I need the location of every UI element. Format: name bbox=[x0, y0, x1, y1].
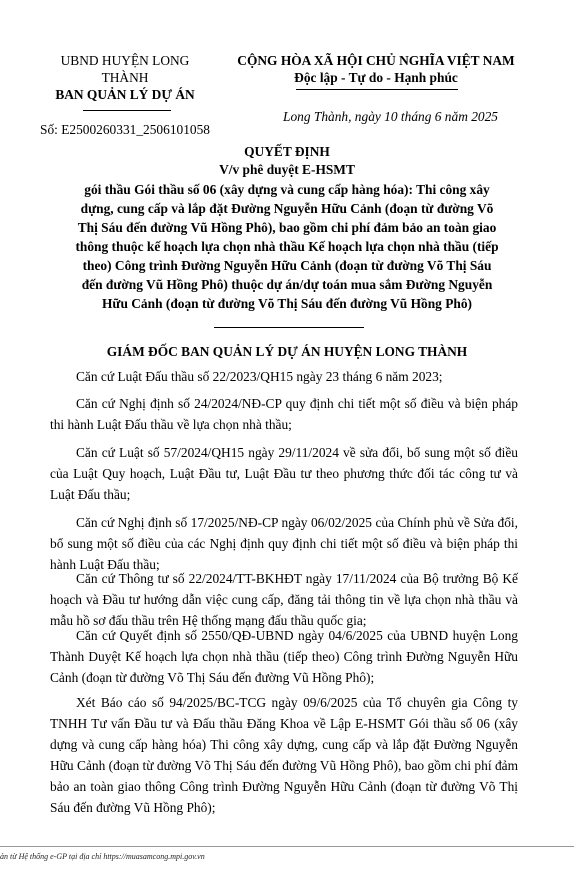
issuer-underline bbox=[83, 110, 171, 111]
legal-basis-paragraph: Căn cứ Luật số 57/2024/QH15 ngày 29/11/2024 về sửa đổi, bổ sung một số điều của Luật Quy hoạch, Luật Đầu tư, Luật Đầu tư theo phương thức đối tác công tư và Luật Đấu thầu; bbox=[50, 445, 518, 502]
subject-line: gói thầu Gói thầu số 06 (xây dựng và cung cấp hàng hóa): Thi công xây bbox=[84, 182, 490, 197]
subject-line: thông thuộc kế hoạch lựa chọn nhà thầu Kế hoạch lựa chọn nhà thầu (tiếp bbox=[75, 239, 499, 254]
legal-basis-paragraph: Căn cứ Nghị định số 24/2024/NĐ-CP quy định chi tiết một số điều và biện pháp thi hành Luật Đấu thầu về lựa chọn nhà thầu; bbox=[50, 396, 518, 432]
legal-basis-paragraph: Căn cứ Quyết định số 2550/QĐ-UBND ngày 04/6/2025 của UBND huyện Long Thành Duyệt Kế hoạch lựa chọn nhà thầu (tiếp theo) Công trình Đường Nguyễn Hữu Cảnh (đoạn từ đường Võ Thị Sáu đến đường Vũ Hồng Phô); bbox=[50, 628, 518, 685]
document-type: QUYẾT ĐỊNH bbox=[244, 144, 330, 159]
footer-source: ản từ Hệ thống e-GP tại địa chỉ https://muasamcong.mpi.gov.vn bbox=[0, 852, 205, 861]
national-title bbox=[218, 52, 534, 86]
subject-line: dựng, cung cấp và lắp đặt Đường Nguyễn Hữu Cảnh (đoạn từ đường Võ bbox=[80, 201, 494, 216]
legal-basis-paragraph: Căn cứ Nghị định số 17/2025/NĐ-CP ngày 06/02/2025 của Chính phủ về Sửa đổi, bổ sung một số điều của các Nghị định quy định chi tiết một số điều và biện pháp thi hành Luật Đấu thầu; bbox=[50, 515, 518, 572]
country-name: CỘNG HÒA XÃ HỘI CHỦ NGHĨA VIỆT NAM bbox=[237, 53, 515, 68]
issuing-authority bbox=[40, 52, 210, 103]
issuer-line-3: BAN QUẢN LÝ DỰ ÁN bbox=[55, 87, 195, 102]
subject-line: đến đường Vũ Hồng Phô) thuộc dự án/dự toán mua sắm Đường Nguyễn bbox=[81, 277, 493, 292]
issuer-line-2: THÀNH bbox=[101, 70, 149, 85]
issuer-line-1: UBND HUYỆN LONG bbox=[60, 53, 190, 68]
subject-line: theo) Công trình Đường Nguyễn Hữu Cảnh (đoạn từ đường Võ Thị Sáu bbox=[82, 258, 492, 273]
document-number: Số: E2500260331_2506101058 bbox=[40, 122, 210, 137]
document-subject: V/v phê duyệt E-HSMT bbox=[219, 162, 355, 177]
signing-authority: GIÁM ĐỐC BAN QUẢN LÝ DỰ ÁN HUYỆN LONG THÀNH bbox=[106, 344, 468, 359]
review-report-paragraph: Xét Báo cáo số 94/2025/BC-TCG ngày 09/6/2025 của Tổ chuyên gia Công ty TNHH Tư vấn Đầu tư và Đấu thầu Đăng Khoa về Lập E-HSMT Gói thầu số 06 (xây dựng và cung cấp hàng hóa) Thi công xây dựng, cung cấp và lắp đặt Đường Nguyễn Hữu Cảnh (đoạn từ đường Võ Thị Sáu đến đường Vũ Hồng Phô), bao gồm chi phí đảm bảo an toàn giao thông Công trình Đường Nguyễn Hữu Cảnh (đoạn từ đường Võ Thị Sáu đến đường Vũ Hồng Phô); bbox=[50, 695, 518, 815]
footer-divider bbox=[0, 846, 574, 847]
subject-line: Thị Sáu đến đường Vũ Hồng Phô), bao gồm chi phí đảm bảo an toàn giao bbox=[77, 220, 497, 235]
legal-basis-paragraph: Căn cứ Luật Đấu thầu số 22/2023/QH15 ngày 23 tháng 6 năm 2023; bbox=[76, 369, 443, 384]
title-underline bbox=[214, 327, 364, 328]
motto-underline bbox=[296, 89, 458, 90]
legal-basis-paragraph: Căn cứ Thông tư số 22/2024/TT-BKHĐT ngày 17/11/2024 của Bộ trưởng Bộ Kế hoạch và Đầu tư hướng dẫn việc cung cấp, đăng tải thông tin về lựa chọn nhà thầu và mẫu hồ sơ đấu thầu trên Hệ thống mạng đấu thầu quốc gia; bbox=[50, 571, 518, 628]
subject-detail bbox=[40, 180, 534, 313]
subject-line: Hữu Cảnh (đoạn từ đường Võ Thị Sáu đến đường Vũ Hồng Phô) bbox=[102, 296, 472, 311]
motto: Độc lập - Tự do - Hạnh phúc bbox=[294, 70, 458, 85]
place-date: Long Thành, ngày 10 tháng 6 năm 2025 bbox=[283, 109, 499, 124]
